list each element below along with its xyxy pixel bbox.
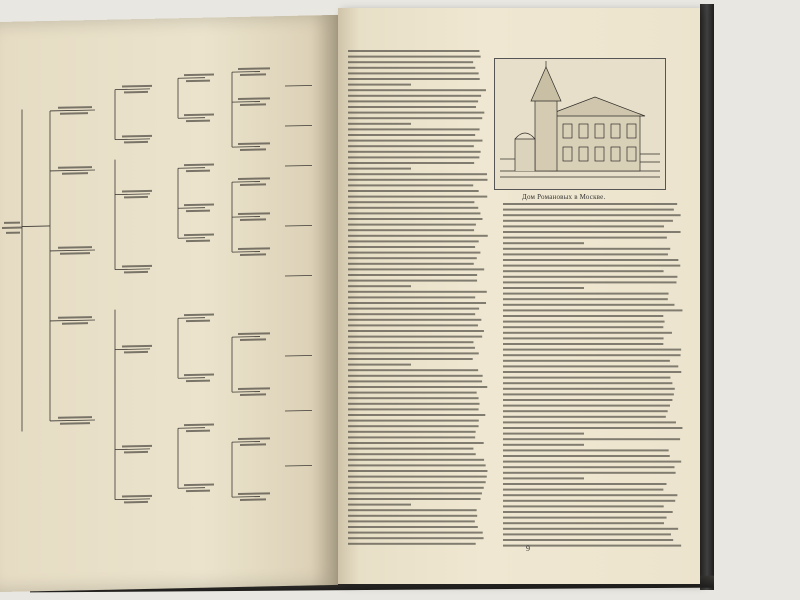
text-line <box>348 414 485 416</box>
text-line <box>348 173 487 175</box>
text-line <box>348 229 474 231</box>
text-line <box>503 343 663 345</box>
text-line <box>503 449 669 451</box>
text-line <box>503 517 667 519</box>
text-line <box>503 382 672 384</box>
text-line <box>348 89 486 91</box>
text-line <box>503 421 676 423</box>
text-line <box>503 281 676 283</box>
text-line <box>348 375 483 377</box>
text-line <box>503 461 681 463</box>
text-line <box>348 481 486 483</box>
text-line <box>503 489 663 491</box>
text-line <box>503 321 665 323</box>
text-line <box>503 276 677 278</box>
genealogy-tree <box>0 15 338 592</box>
text-line <box>348 543 476 545</box>
building-engraving <box>495 59 665 189</box>
text-line <box>348 308 479 310</box>
text-line <box>503 265 680 267</box>
text-line <box>503 304 674 306</box>
text-line <box>348 151 481 153</box>
text-line <box>503 511 673 513</box>
text-line <box>348 67 475 69</box>
text-line <box>503 528 678 530</box>
text-line <box>503 225 664 227</box>
text-line <box>503 220 673 222</box>
text-line <box>503 483 666 485</box>
text-line <box>503 522 664 524</box>
text-line <box>348 515 477 517</box>
text-line <box>348 252 480 254</box>
text-line <box>503 293 669 295</box>
text-line <box>348 145 474 147</box>
text-line <box>503 287 584 289</box>
text-line <box>503 433 584 435</box>
text-line <box>348 179 487 181</box>
text-line <box>348 442 484 444</box>
text-line <box>348 190 479 192</box>
text-line <box>348 280 477 282</box>
text-line <box>348 436 475 438</box>
text-line <box>348 392 477 394</box>
text-line <box>348 268 484 270</box>
text-line <box>348 201 474 203</box>
text-line <box>348 134 475 136</box>
text-line <box>348 459 484 461</box>
text-line <box>348 140 482 142</box>
text-line <box>348 212 480 214</box>
text-line <box>348 218 482 220</box>
text-line <box>503 405 670 407</box>
text-line <box>348 95 481 97</box>
text-line <box>348 341 473 343</box>
text-line <box>348 207 478 209</box>
text-line <box>348 313 475 315</box>
text-line <box>503 298 668 300</box>
text-line <box>348 156 479 158</box>
text-line <box>348 498 481 500</box>
text-line <box>503 455 670 457</box>
text-line <box>348 509 477 511</box>
text-line <box>503 203 677 205</box>
text-line <box>503 360 670 362</box>
text-line <box>348 369 478 371</box>
text-line <box>348 324 478 326</box>
text-line <box>348 162 474 164</box>
text-line <box>348 61 473 63</box>
text-line <box>503 253 668 255</box>
text-line <box>503 371 681 373</box>
text-line <box>348 464 486 466</box>
text-line <box>348 123 411 125</box>
text-line <box>348 380 482 382</box>
text-line <box>348 285 411 287</box>
text-line <box>503 248 670 250</box>
text-line <box>348 420 479 422</box>
text-line <box>348 347 475 349</box>
text-line <box>348 476 487 478</box>
text-line <box>503 270 664 272</box>
text-line <box>503 472 676 474</box>
text-line <box>348 302 486 304</box>
text-line <box>348 72 479 74</box>
text-line <box>503 388 675 390</box>
text-line <box>503 539 673 541</box>
text-line <box>348 319 481 321</box>
text-line <box>503 377 670 379</box>
text-line <box>348 431 476 433</box>
text-line <box>348 453 476 455</box>
text-line <box>348 56 481 58</box>
text-line <box>348 487 484 489</box>
text-line <box>503 494 677 496</box>
text-line <box>503 477 584 479</box>
text-line <box>348 128 480 130</box>
text-line <box>503 393 674 395</box>
text-line <box>348 352 479 354</box>
text-line <box>503 315 663 317</box>
text-line <box>348 84 411 86</box>
text-line <box>348 224 476 226</box>
engraving-illustration <box>494 58 666 190</box>
text-line <box>348 448 473 450</box>
text-line <box>348 168 411 170</box>
text-line <box>503 209 674 211</box>
text-line <box>503 365 678 367</box>
text-line <box>503 533 671 535</box>
text-line <box>348 397 479 399</box>
text-line <box>348 330 484 332</box>
text-line <box>348 358 473 360</box>
text-line <box>348 504 411 506</box>
text-line <box>503 259 678 261</box>
text-line <box>348 470 487 472</box>
text-line <box>348 291 487 293</box>
text-line <box>348 184 473 186</box>
text-line <box>503 444 584 446</box>
text-line <box>348 257 477 259</box>
text-line <box>503 427 682 429</box>
text-line <box>348 100 478 102</box>
illustration-caption: Дом Романовых в Москве. <box>522 193 606 201</box>
text-line <box>503 500 675 502</box>
text-line <box>503 337 664 339</box>
text-line <box>503 332 672 334</box>
text-line <box>503 354 681 356</box>
book-cover-edge <box>700 4 714 590</box>
text-line <box>503 438 680 440</box>
text-line <box>503 349 681 351</box>
text-line <box>503 410 668 412</box>
text-line <box>503 466 674 468</box>
text-line <box>348 520 475 522</box>
text-line <box>348 50 479 52</box>
text-line <box>348 425 479 427</box>
left-page <box>0 15 338 592</box>
text-line <box>348 408 479 410</box>
text-line <box>348 336 482 338</box>
text-line <box>348 296 475 298</box>
text-line <box>503 214 681 216</box>
text-line <box>348 526 478 528</box>
text-line <box>348 112 484 114</box>
text-line <box>348 240 479 242</box>
text-line <box>503 242 584 244</box>
text-line <box>503 309 682 311</box>
text-line <box>503 231 681 233</box>
text-line <box>503 399 672 401</box>
text-line <box>348 403 480 405</box>
page-number: 9 <box>526 544 530 553</box>
text-line <box>348 263 474 265</box>
text-line <box>348 532 483 534</box>
text-line <box>503 416 666 418</box>
text-line <box>348 117 482 119</box>
text-line <box>503 326 663 328</box>
text-line <box>348 246 475 248</box>
text-line <box>348 386 487 388</box>
text-line <box>348 78 480 80</box>
text-line <box>348 274 477 276</box>
text-line <box>503 505 664 507</box>
text-line <box>348 492 482 494</box>
text-line <box>348 537 484 539</box>
text-line <box>348 106 476 108</box>
text-line <box>503 237 667 239</box>
text-line <box>348 364 411 366</box>
text-line <box>348 235 488 237</box>
text-line <box>348 196 487 198</box>
